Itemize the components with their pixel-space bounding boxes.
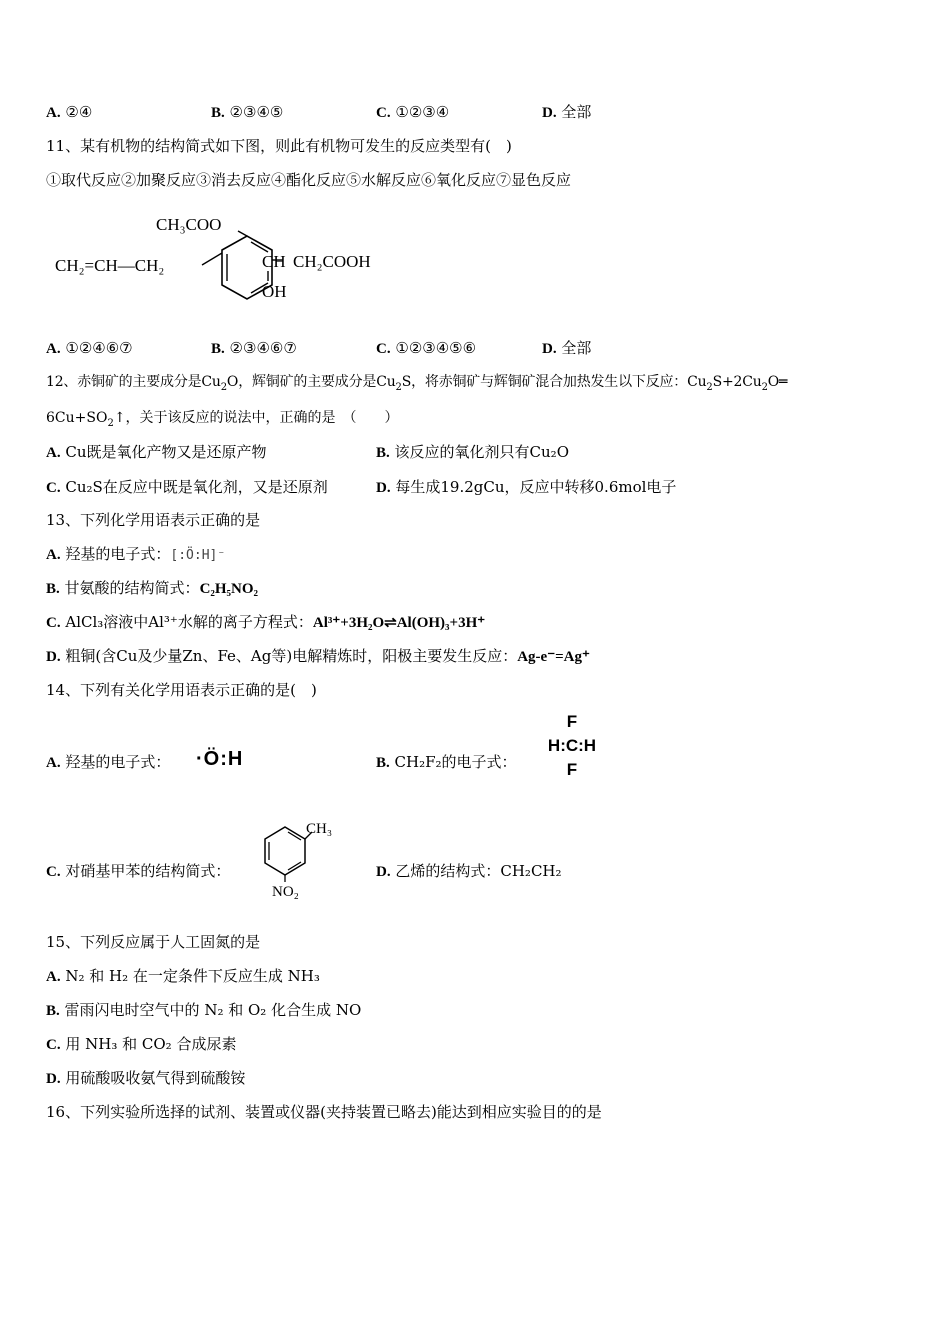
q11-structure: [50, 205, 395, 315]
q13-stem: 13、下列化学用语表示正确的是: [46, 511, 261, 529]
q13-option-c: C. AlCl₃溶液中Al³⁺水解的离子方程式：Al³⁺+3H₂O⇌Al(OH)₃+3H⁺: [46, 613, 486, 631]
q11-stem: 11、某有机物的结构简式如下图，则此有机物可发生的反应类型有( ): [46, 137, 512, 155]
q14-option-d: D. 乙烯的结构式：CH₂CH₂: [376, 862, 562, 880]
q12-stem-line2: $6Cu+SO_2↑$，关于该反应的说法中，正确的是 （ ）: [46, 410, 399, 429]
q11-left-chain-label: CH₂=CH—CH₂: [55, 256, 165, 275]
q14-no2-label: NO₂: [272, 884, 299, 900]
q11-option-c: C. ①②③④⑤⑥: [376, 339, 477, 357]
q14-benzene-ring: [265, 827, 305, 875]
q14-option-c: C. 对硝基甲苯的结构简式：: [46, 862, 231, 880]
q10-option-b: B. ②③④⑤: [211, 103, 284, 121]
q12-option-b: B. 该反应的氧化剂只有Cu₂O: [376, 443, 569, 461]
q16-stem: 16、下列实验所选择的试剂、装置或仪器(夹持装置已略去)能达到相应实验目的的是: [46, 1103, 602, 1121]
q12-option-d: D. 每生成19.2gCu，反应中转移0.6mol电子: [376, 478, 677, 496]
q10-option-d: D. 全部: [542, 103, 592, 121]
q14-nitrotoluene-structure: [250, 812, 350, 902]
q14-option-a: A. 羟基的电子式：: [46, 753, 171, 771]
q13-option-b: B. 甘氨酸的结构简式：C₂H₅NO₂: [46, 579, 259, 597]
q13-option-d: D. 粗铜(含Cu及少量Zn、Fe、Ag等)电解精炼时，阳极主要发生反应：Ag-e⁻=Ag⁺: [46, 647, 590, 665]
q13-option-a: A. 羟基的电子式：[:Ö:H]⁻: [46, 545, 226, 563]
q15-option-c: C. 用 NH₃ 和 CO₂ 合成尿素: [46, 1035, 237, 1053]
q12-option-a: A. Cu既是氧化产物又是还原产物: [46, 443, 267, 461]
q14-ch3-label: CH₃: [306, 821, 333, 837]
q14-ch2f2-electron-formula: F H:C:H F: [547, 712, 597, 779]
q15-option-d: D. 用硫酸吸收氨气得到硫酸铵: [46, 1069, 246, 1087]
q14-hydroxyl-electron-formula: ·Ö:H: [196, 748, 244, 770]
q12-option-c: C. Cu₂S在反应中既是氧化剂，又是还原剂: [46, 478, 328, 496]
q11-reaction-types: ①取代反应②加聚反应③消去反应④酯化反应⑤水解反应⑥氧化反应⑦显色反应: [46, 171, 572, 189]
q11-option-b: B. ②③④⑥⑦: [211, 339, 297, 357]
q11-oh-label: OH: [262, 282, 287, 301]
q10-option-a: A. ②④: [46, 103, 93, 121]
q11-option-d: D. 全部: [542, 339, 592, 357]
q11-tail-label: CH₂COOH: [293, 252, 371, 271]
q15-stem: 15、下列反应属于人工固氮的是: [46, 933, 261, 951]
q14-option-b: B. CH₂F₂的电子式：: [376, 753, 517, 771]
q14-stem: 14、下列有关化学用语表示正确的是( ): [46, 681, 317, 699]
q12-stem-line1: 12、赤铜矿的主要成分是$Cu_2O$，辉铜矿的主要成分是$Cu_2S$，将赤铜矿与辉铜矿混合加热发生以下反应：$Cu_2S+2Cu_2O═$: [46, 374, 788, 393]
q15-option-b: B. 雷雨闪电时空气中的 N₂ 和 O₂ 化合生成 NO: [46, 1001, 362, 1019]
q13-hydroxyl-electron-formula: [:Ö:H]⁻: [170, 548, 226, 563]
q11-option-a: A. ①②④⑥⑦: [46, 339, 133, 357]
q15-option-a: A. N₂ 和 H₂ 在一定条件下反应生成 NH₃: [46, 967, 320, 985]
q11-ch-label: CH: [262, 252, 286, 271]
q11-ch3coo-label: CH₃COO: [156, 215, 222, 234]
q10-option-c: C. ①②③④: [376, 103, 450, 121]
